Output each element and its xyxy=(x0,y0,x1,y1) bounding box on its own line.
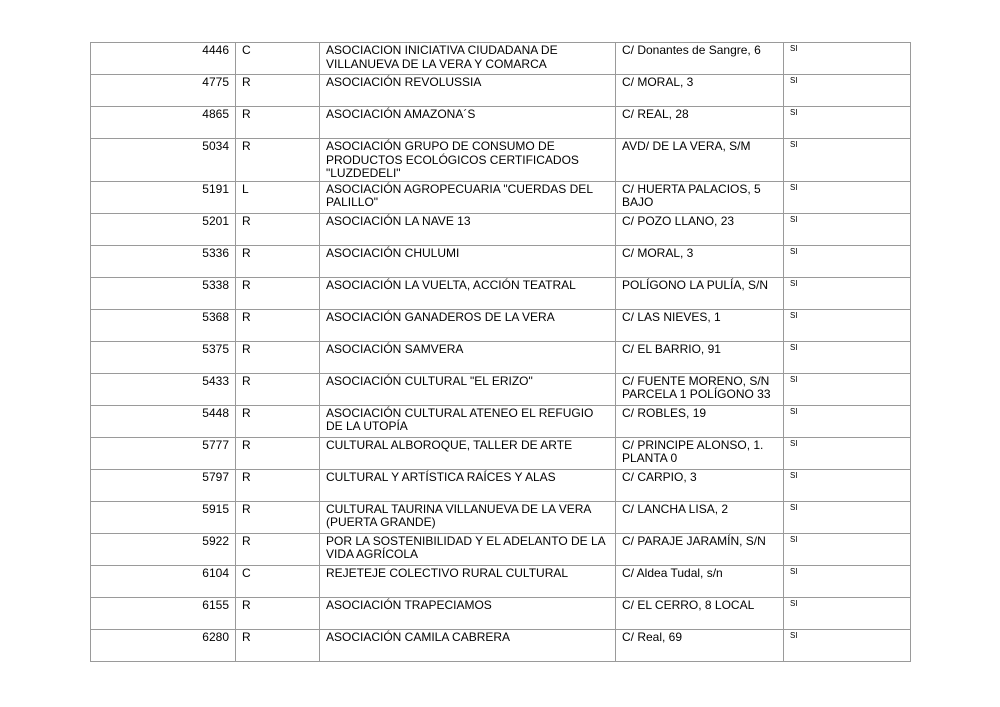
flag-cell: SI xyxy=(784,43,911,75)
type-code-cell: R xyxy=(236,107,320,139)
flag-cell: SI xyxy=(784,501,911,533)
flag-cell: SI xyxy=(784,75,911,107)
association-name-cell: ASOCIACIÓN LA VUELTA, ACCIÓN TEATRAL xyxy=(320,277,616,309)
association-name-cell: ASOCIACIÓN GANADEROS DE LA VERA xyxy=(320,309,616,341)
registry-number-cell: 5336 xyxy=(91,245,236,277)
association-name-cell: ASOCIACIÓN CAMILA CABRERA xyxy=(320,629,616,661)
association-name-cell: REJETEJE COLECTIVO RURAL CULTURAL xyxy=(320,565,616,597)
table-row xyxy=(91,373,911,405)
address-cell: C/ EL BARRIO, 91 xyxy=(616,341,784,373)
registry-number-cell: 5777 xyxy=(91,437,236,469)
flag-cell: SI xyxy=(784,629,911,661)
address-cell: C/ REAL, 28 xyxy=(616,107,784,139)
type-code-cell: C xyxy=(236,43,320,75)
flag-cell: SI xyxy=(784,139,911,182)
address-cell: C/ PRINCIPE ALONSO, 1. PLANTA 0 xyxy=(616,437,784,469)
type-code-cell: R xyxy=(236,533,320,565)
registry-number-cell: 6280 xyxy=(91,629,236,661)
registry-number-cell: 5368 xyxy=(91,309,236,341)
table-row xyxy=(91,565,911,597)
registry-number-cell: 5191 xyxy=(91,181,236,213)
association-name-cell: ASOCIACIÓN TRAPECIAMOS xyxy=(320,597,616,629)
table-row xyxy=(91,597,911,629)
association-name-cell: ASOCIACIÓN CULTURAL ATENEO EL REFUGIO DE LA UTOPÍA xyxy=(320,405,616,437)
table-row xyxy=(91,309,911,341)
type-code-cell: R xyxy=(236,501,320,533)
registry-number-cell: 4775 xyxy=(91,75,236,107)
association-name-cell: ASOCIACIÓN REVOLUSSIA xyxy=(320,75,616,107)
association-name-cell: ASOCIACIÓN CHULUMI xyxy=(320,245,616,277)
table-row xyxy=(91,213,911,245)
table-row xyxy=(91,75,911,107)
association-name-cell: ASOCIACIÓN SAMVERA xyxy=(320,341,616,373)
type-code-cell: R xyxy=(236,373,320,405)
flag-cell: SI xyxy=(784,245,911,277)
table-row xyxy=(91,629,911,661)
registry-number-cell: 5797 xyxy=(91,469,236,501)
flag-cell: SI xyxy=(784,533,911,565)
type-code-cell: R xyxy=(236,597,320,629)
type-code-cell: R xyxy=(236,629,320,661)
association-name-cell: CULTURAL ALBOROQUE, TALLER DE ARTE xyxy=(320,437,616,469)
table-row xyxy=(91,107,911,139)
type-code-cell: R xyxy=(236,213,320,245)
table-row xyxy=(91,43,911,75)
flag-cell: SI xyxy=(784,469,911,501)
table-row xyxy=(91,139,911,182)
flag-cell: SI xyxy=(784,437,911,469)
type-code-cell: R xyxy=(236,277,320,309)
association-name-cell: ASOCIACION INICIATIVA CIUDADANA DE VILLANUEVA DE LA VERA Y COMARCA xyxy=(320,43,616,75)
address-cell: C/ Donantes de Sangre, 6 xyxy=(616,43,784,75)
address-cell: C/ HUERTA PALACIOS, 5 BAJO xyxy=(616,181,784,213)
address-cell: C/ Real, 69 xyxy=(616,629,784,661)
association-name-cell: ASOCIACIÓN AGROPECUARIA "CUERDAS DEL PALILLO" xyxy=(320,181,616,213)
table-row xyxy=(91,437,911,469)
association-name-cell: ASOCIACIÓN GRUPO DE CONSUMO DE PRODUCTOS ECOLÓGICOS CERTIFICADOS "LUZDEDELI" xyxy=(320,139,616,182)
address-cell: C/ EL CERRO, 8 LOCAL xyxy=(616,597,784,629)
address-cell: C/ Aldea Tudal, s/n xyxy=(616,565,784,597)
address-cell: C/ CARPIO, 3 xyxy=(616,469,784,501)
table-row xyxy=(91,501,911,533)
address-cell: C/ LAS NIEVES, 1 xyxy=(616,309,784,341)
type-code-cell: C xyxy=(236,565,320,597)
table-row xyxy=(91,181,911,213)
registry-number-cell: 5034 xyxy=(91,139,236,182)
flag-cell: SI xyxy=(784,341,911,373)
type-code-cell: R xyxy=(236,437,320,469)
address-cell: POLÍGONO LA PULÍA, S/N xyxy=(616,277,784,309)
flag-cell: SI xyxy=(784,107,911,139)
address-cell: C/ LANCHA LISA, 2 xyxy=(616,501,784,533)
association-name-cell: ASOCIACIÓN LA NAVE 13 xyxy=(320,213,616,245)
address-cell: C/ POZO LLANO, 23 xyxy=(616,213,784,245)
type-code-cell: L xyxy=(236,181,320,213)
address-cell: C/ FUENTE MORENO, S/N PARCELA 1 POLÍGONO 33 xyxy=(616,373,784,405)
type-code-cell: R xyxy=(236,139,320,182)
association-name-cell: ASOCIACIÓN AMAZONA´S xyxy=(320,107,616,139)
table-row xyxy=(91,533,911,565)
flag-cell: SI xyxy=(784,277,911,309)
address-cell: C/ MORAL, 3 xyxy=(616,245,784,277)
table-body xyxy=(91,43,911,662)
flag-cell: SI xyxy=(784,309,911,341)
flag-cell: SI xyxy=(784,181,911,213)
type-code-cell: R xyxy=(236,341,320,373)
type-code-cell: R xyxy=(236,245,320,277)
association-name-cell: POR LA SOSTENIBILIDAD Y EL ADELANTO DE LA VIDA AGRÍCOLA xyxy=(320,533,616,565)
address-cell: AVD/ DE LA VERA, S/M xyxy=(616,139,784,182)
address-cell: C/ PARAJE JARAMÍN, S/N xyxy=(616,533,784,565)
flag-cell: SI xyxy=(784,405,911,437)
table-row xyxy=(91,341,911,373)
associations-table xyxy=(90,42,911,662)
registry-number-cell: 5201 xyxy=(91,213,236,245)
table-row xyxy=(91,405,911,437)
registry-number-cell: 4865 xyxy=(91,107,236,139)
type-code-cell: R xyxy=(236,469,320,501)
type-code-cell: R xyxy=(236,75,320,107)
association-name-cell: ASOCIACIÓN CULTURAL "EL ERIZO" xyxy=(320,373,616,405)
registry-number-cell: 5433 xyxy=(91,373,236,405)
table-row xyxy=(91,469,911,501)
flag-cell: SI xyxy=(784,213,911,245)
type-code-cell: R xyxy=(236,405,320,437)
address-cell: C/ ROBLES, 19 xyxy=(616,405,784,437)
flag-cell: SI xyxy=(784,565,911,597)
registry-number-cell: 6104 xyxy=(91,565,236,597)
table-row xyxy=(91,277,911,309)
flag-cell: SI xyxy=(784,597,911,629)
flag-cell: SI xyxy=(784,373,911,405)
registry-number-cell: 5375 xyxy=(91,341,236,373)
table-row xyxy=(91,245,911,277)
association-name-cell: CULTURAL TAURINA VILLANUEVA DE LA VERA (PUERTA GRANDE) xyxy=(320,501,616,533)
registry-number-cell: 4446 xyxy=(91,43,236,75)
registry-number-cell: 6155 xyxy=(91,597,236,629)
registry-number-cell: 5448 xyxy=(91,405,236,437)
association-name-cell: CULTURAL Y ARTÍSTICA RAÍCES Y ALAS xyxy=(320,469,616,501)
type-code-cell: R xyxy=(236,309,320,341)
registry-number-cell: 5338 xyxy=(91,277,236,309)
registry-number-cell: 5922 xyxy=(91,533,236,565)
address-cell: C/ MORAL, 3 xyxy=(616,75,784,107)
registry-number-cell: 5915 xyxy=(91,501,236,533)
